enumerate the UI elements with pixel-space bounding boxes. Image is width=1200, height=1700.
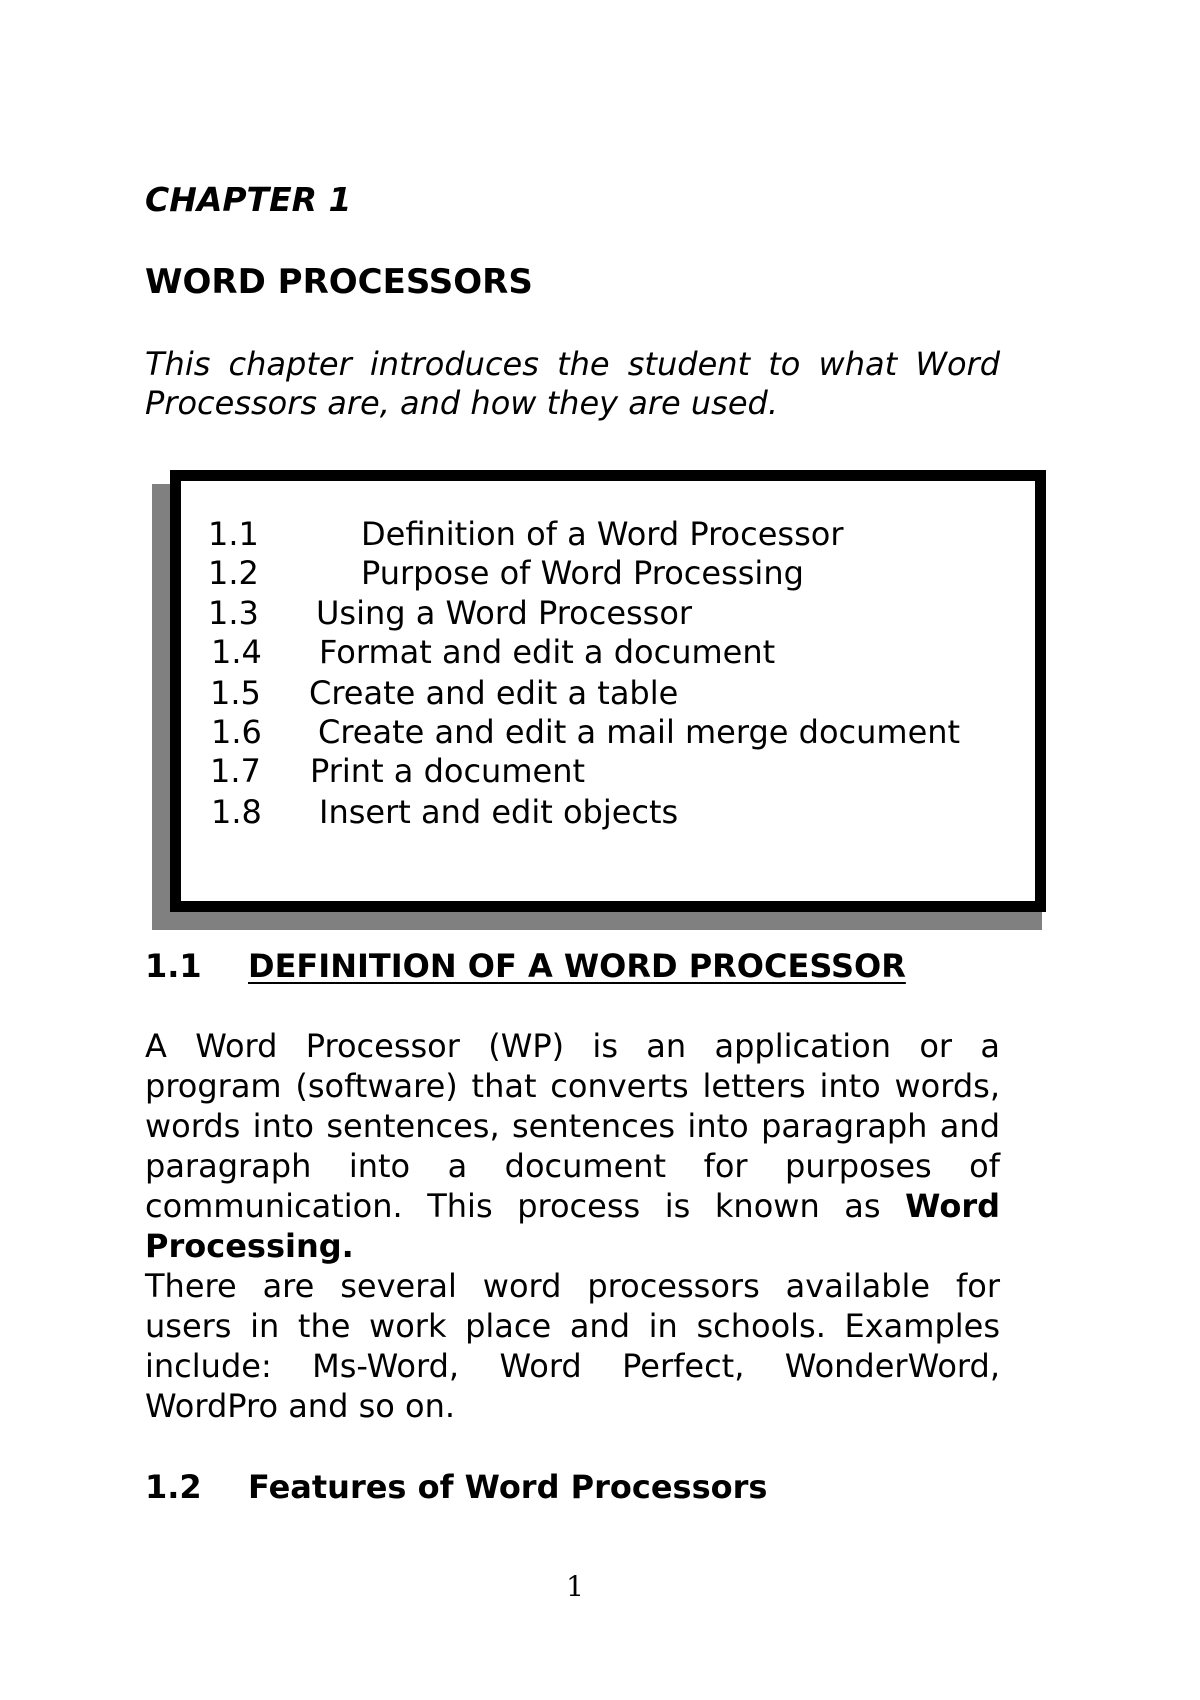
toc-item-number: 1.1: [208, 515, 259, 553]
toc-box: [170, 470, 1046, 912]
chapter-title: WORD PROCESSORS: [145, 262, 533, 302]
section-title: DEFINITION OF A WORD PROCESSOR: [248, 947, 906, 985]
toc-item-number: 1.3: [208, 594, 259, 632]
toc-item-text: Format and edit a document: [319, 633, 776, 671]
section-number: 1.2: [145, 1468, 202, 1506]
toc-item-number: 1.7: [210, 752, 261, 790]
section-number: 1.1: [145, 947, 202, 985]
toc-item-number: 1.4: [211, 633, 262, 671]
page-number: 1: [566, 1570, 584, 1603]
chapter-intro: This chapter introduces the student to what Word Processors are, and how they are used.: [145, 345, 1000, 422]
section-title: Features of Word Processors: [248, 1468, 768, 1506]
section-heading-features: [145, 1468, 768, 1506]
toc-item-text: Insert and edit objects: [319, 793, 679, 831]
toc-item-text: Definition of a Word Processor: [361, 515, 844, 553]
toc-item-number: 1.8: [211, 793, 262, 831]
toc-item-number: 1.5: [210, 674, 261, 712]
definition-paragraph: [145, 1026, 1000, 1266]
definition-text: A Word Processor (WP) is an application or a program (software) that converts letters into words, words into sentences, sentences into paragraph and paragraph into a document for purposes of communication. This process is known as: [145, 1027, 1000, 1225]
toc-item-text: Create and edit a table: [309, 674, 679, 712]
toc-item-text: Using a Word Processor: [316, 594, 693, 632]
toc-item-text: Purpose of Word Processing: [361, 554, 804, 592]
toc-item-number: 1.2: [208, 554, 259, 592]
section-heading-definition: [145, 947, 906, 985]
toc-item-text: Print a document: [310, 752, 586, 790]
toc-item-text: Create and edit a mail merge document: [318, 713, 961, 751]
definition-term: Word Processing.: [145, 1187, 1000, 1265]
chapter-label: CHAPTER 1: [145, 180, 352, 219]
toc-item-number: 1.6: [211, 713, 262, 751]
examples-paragraph: There are several word processors available for users in the work place and in schools. Examples include: Ms-Word, Word Perfect, WonderWord, WordPro and so on.: [145, 1267, 1000, 1425]
